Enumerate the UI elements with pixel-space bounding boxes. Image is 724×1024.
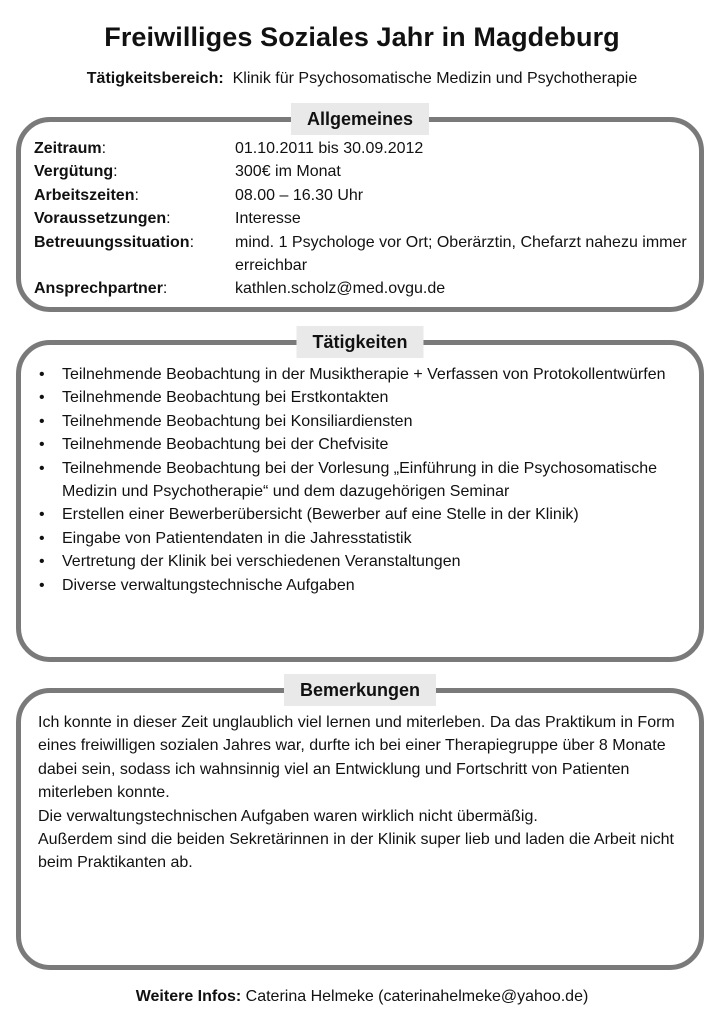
info-key: Zeitraum xyxy=(34,140,102,157)
page-title: Freiwilliges Soziales Jahr in Magdeburg xyxy=(104,22,620,52)
info-row-voraussetzungen: Voraussetzungen: Interesse xyxy=(34,207,694,230)
list-item-text: Vertretung der Klinik bei verschiedenen Veranstaltungen xyxy=(62,553,461,571)
list-item xyxy=(33,410,673,433)
info-key: Betreuungssituation xyxy=(34,233,190,251)
subtitle xyxy=(0,70,724,88)
general-heading: Allgemeines xyxy=(291,103,429,135)
bullet-icon: • xyxy=(39,459,45,477)
bullet-icon: • xyxy=(39,506,45,524)
list-item-text: Teilnehmende Beobachtung in der Musiktherapie + Verfassen von Protokollentwürfen xyxy=(62,366,666,383)
info-value: mind. 1 Psychologe vor Ort; Oberärztin, Chefarzt nahezu immer erreichbar xyxy=(235,233,687,275)
remarks-paragraph: Die verwaltungstechnischen Aufgaben waren wirklich nicht übermäßig. xyxy=(38,807,538,825)
info-row-verguetung: Vergütung: 300€ im Monat xyxy=(34,160,694,183)
remarks-paragraph: Ich konnte in dieser Zeit unglaublich viel lernen und miterleben. Da das Praktikum in Form eines freiwilligen sozialen Jahres war, durfte ich bei einer Therapiegruppe über 8 Monate dabei sein, sodass ich wahnsinnig viel an Entwicklung und Fortschritt von Patienten miterleben konnte. xyxy=(38,714,675,802)
list-item-text: Teilnehmende Beobachtung bei der Vorlesung „Einführung in die Psychosomatische Medizin und Psychotherapie“ und dem dazugehörigen Seminar xyxy=(62,459,658,501)
list-item xyxy=(33,527,673,550)
contact-email: kathlen.scholz@med.ovgu.de xyxy=(235,280,446,298)
footer-label: Weitere Infos: xyxy=(135,988,242,1005)
list-item-text: Teilnehmende Beobachtung bei Erstkontakten xyxy=(62,389,389,407)
remarks-section xyxy=(16,680,704,970)
list-item xyxy=(33,433,673,456)
activities-list xyxy=(33,363,673,597)
bullet-icon: • xyxy=(39,529,45,547)
list-item xyxy=(33,457,673,504)
footer-contact: Caterina Helmeke (caterinahelmeke@yahoo.de) xyxy=(245,988,589,1005)
remarks-heading: Bemerkungen xyxy=(284,674,436,706)
info-value: Interesse xyxy=(235,210,301,228)
list-item xyxy=(33,386,673,409)
info-key: Ansprechpartner xyxy=(34,280,163,298)
bullet-icon: • xyxy=(39,576,45,594)
activities-section xyxy=(16,332,704,662)
info-value: 300€ im Monat xyxy=(235,163,341,181)
info-row-zeitraum: Zeitraum: 01.10.2011 bis 30.09.2012 xyxy=(34,137,694,160)
info-key: Arbeitszeiten xyxy=(34,186,135,204)
list-item-text: Erstellen einer Bewerberübersicht (Bewerber auf eine Stelle in der Klinik) xyxy=(62,506,579,524)
remarks-paragraph: Außerdem sind die beiden Sekretärinnen in der Klinik super lieb und laden die Arbeit nicht beim Praktikanten ab. xyxy=(38,831,674,872)
list-item-text: Diverse verwaltungstechnische Aufgaben xyxy=(62,576,355,594)
remarks-text xyxy=(38,711,688,875)
subtitle-value: Klinik für Psychosomatische Medizin und Psychotherapie xyxy=(232,70,638,87)
general-info-table xyxy=(34,137,694,301)
subtitle-label: Tätigkeitsbereich: xyxy=(86,70,224,87)
bullet-icon: • xyxy=(39,389,45,407)
activities-heading: Tätigkeiten xyxy=(296,326,423,358)
list-item xyxy=(33,550,673,573)
info-key: Voraussetzungen xyxy=(34,210,167,228)
bullet-icon: • xyxy=(39,412,45,430)
list-item xyxy=(33,503,673,526)
footer xyxy=(0,988,724,1006)
info-row-ansprechpartner: Ansprechpartner: kathlen.scholz@med.ovgu.de xyxy=(34,277,694,300)
info-value: 01.10.2011 bis 30.09.2012 xyxy=(235,140,424,157)
general-section xyxy=(16,109,704,312)
bullet-icon: • xyxy=(39,553,45,571)
info-row-arbeitszeiten: Arbeitszeiten: 08.00 – 16.30 Uhr xyxy=(34,184,694,207)
bullet-icon: • xyxy=(39,436,45,454)
info-value: 08.00 – 16.30 Uhr xyxy=(235,186,364,204)
info-row-betreuungssituation: Betreuungssituation: mind. 1 Psychologe vor Ort; Oberärztin, Chefarzt nahezu immer erreichbar xyxy=(34,231,694,278)
list-item-text: Eingabe von Patientendaten in die Jahresstatistik xyxy=(62,529,412,547)
list-item-text: Teilnehmende Beobachtung bei Konsiliardiensten xyxy=(62,412,413,430)
bullet-icon: • xyxy=(39,366,45,383)
list-item-text: Teilnehmende Beobachtung bei der Chefvisite xyxy=(62,436,389,454)
info-key: Vergütung xyxy=(34,163,114,181)
list-item xyxy=(33,363,673,386)
list-item xyxy=(33,574,673,597)
